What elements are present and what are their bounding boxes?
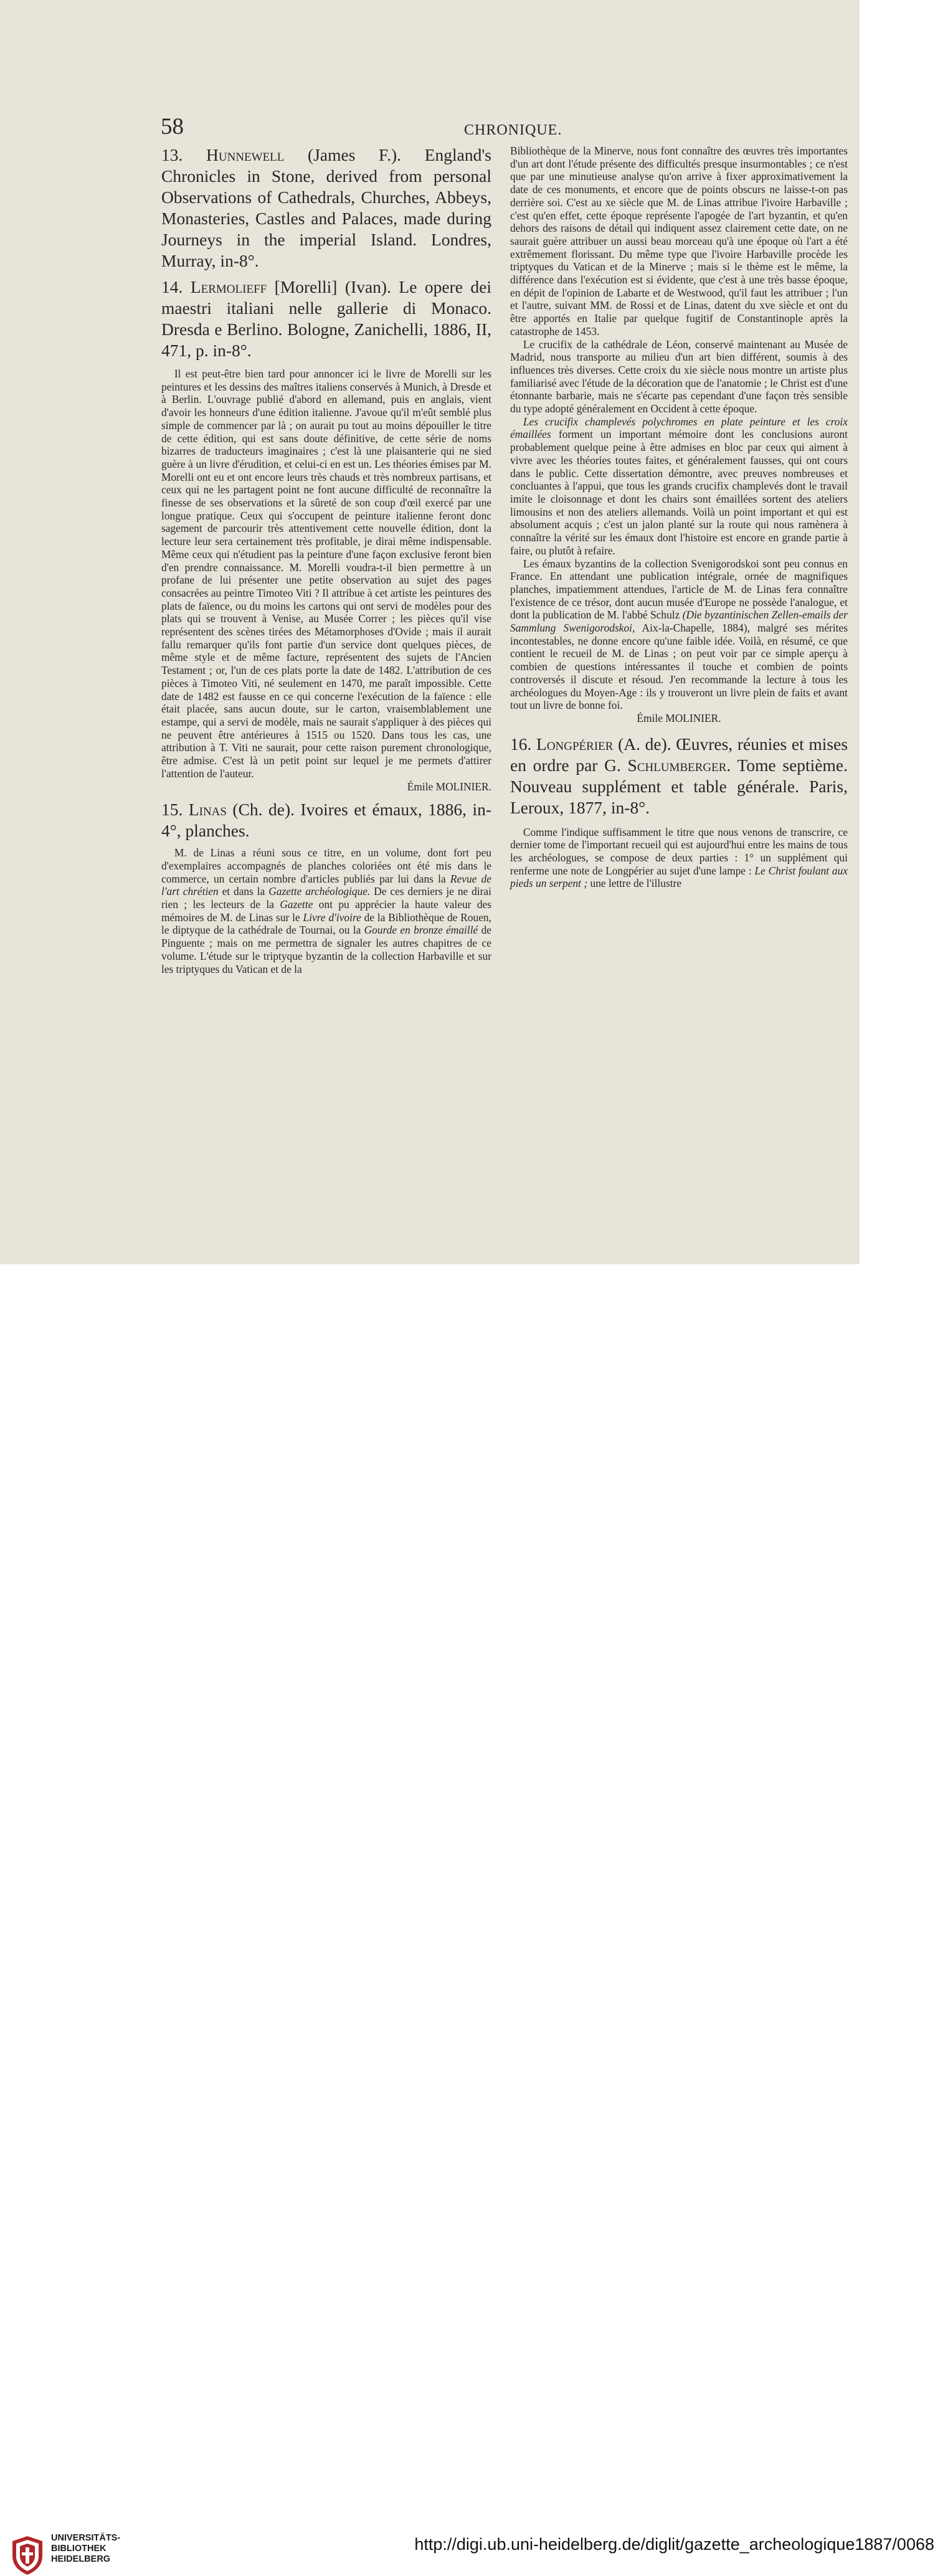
- entry-14-number: 14.: [161, 277, 183, 296]
- entry-13-number: 13.: [161, 145, 183, 164]
- library-name-line: HEIDELBERG: [51, 2554, 111, 2564]
- review-text: et dans la: [222, 885, 265, 898]
- review-italic: Revue de l'art chrétien: [161, 872, 491, 898]
- review-text: Aix-la-Chapelle, 1884), malgré ses mérites incontestables, ne donne encore qu'une faible idée. Voilà, en résumé, ce que contient le recueil de M. de Linas ; on peut voir par ce simple aperçu à combien de questions intéressantes il touche et combien de points controversés il discute et résoud. J'en recommande la lecture à tous les archéologues du Moyen-Age : ils y trouveront un livre plein de faits et avant tout un livre de bonne foi.: [510, 622, 848, 712]
- library-name-line: BIBLIOTHEK: [51, 2544, 107, 2554]
- review-text: forment un important mémoire dont les conclusions auront probablement quelque peine à être admises en bloc par ceux qui aiment à vivre avec les théories toutes faites, et généralement fausses, qui ont cours dans le public. Cette dissertation démontre, avec preuves nombreuses et concluantes à l'appui, que tous les grands crucifix champlevés dont le travail imite le cloisonnage et dont les chairs sont émaillées sortent des ateliers limousins et non des ateliers allemands. Voilà un point important et qui est absolument acquis ; c'est un jalon planté sur la route qui nous ramènera à connaître la vérité sur les émaux dont l'histoire est encore en grande partie à faire, ou plutôt à refaire.: [510, 428, 848, 557]
- review-italic: Gazette: [280, 898, 313, 911]
- entry-14-title: [Morelli] (Ivan). Le opere dei maestri italiani nelle gallerie di Monaco. Dresda e Berlino. Bologne, Zanichelli, 1886, II, 471, p. in-8°.: [161, 277, 491, 360]
- left-column: [161, 144, 491, 975]
- entry-15-review: [161, 846, 491, 975]
- review-text: Les émaux byzantins de la collection Svenigorodskoi sont peu connus en France. En attendant une publication intégrale, ornée de magnifiques planches, impatiemment attendues, l'article de M. de Linas fera connaître l'existence de ce trésor, dont aucun musée d'Europe ne possède l'analogue, et dont la publication de M. l'abbé Schulz: [510, 557, 848, 622]
- paragraph-crucifix: Le crucifix de la cathédrale de Léon, conservé maintenant au Musée de Madrid, nous transporte au milieu d'un art bien différent, soumis à des influences très diverses. Cette croix du xie siècle nous montre un artiste plus familiarisé avec l'étude de la décoration que de l'anatomie ; le Christ est d'une étonnante barbarie, mais ne s'écarte pas cependant d'une façon très sensible du type adopté généralement en Occident à cette époque.: [510, 338, 848, 415]
- entry-15-number: 15.: [161, 800, 183, 820]
- entry-13: [161, 144, 491, 272]
- paragraph-emaux: [510, 557, 848, 712]
- paragraph-croix: [510, 415, 848, 557]
- review-text: une lettre de l'illustre: [590, 877, 682, 890]
- entry-13-author: Hunnewell: [206, 145, 285, 164]
- entry-15-signature: Émile MOLINIER.: [637, 711, 721, 724]
- review-text: ont pu apprécier la haute valeur des mémoires de M. de Linas sur le: [161, 898, 491, 924]
- review-italic: (Die byzantinischen Zellen-emails der Sammlung Swenigorodskoi,: [510, 608, 848, 635]
- review-italic: Livre d'ivoire: [303, 911, 361, 924]
- entry-14-author: Lermolieff: [190, 277, 267, 296]
- entry-16-number: 16.: [510, 734, 532, 754]
- review-text: de la Bibliothèque de Rouen, le diptyque de la cathédrale de Tournai, ou la: [161, 911, 491, 937]
- entry-13-title: (James F.). England's Chronicles in Stone, derived from personal Observations of Cathedrals, Churches, Abbeys, Monasteries, Castles and Palaces, made during Journeys in the imperial Island. Londres, Murray, in-8°.: [161, 145, 491, 270]
- entry-16-editor: Schlumberger.: [627, 755, 731, 775]
- entry-14-signature: Émile MOLINIER.: [407, 780, 491, 793]
- page-number: 58: [161, 114, 184, 140]
- entry-15-author: Linas: [188, 800, 227, 820]
- review-italic: Gazette archéologique.: [268, 885, 371, 898]
- review-text: M. de Linas a réuni sous ce titre, en un volume, dont fort peu d'exemplaires accompagnés de planches coloriées ont été mis dans le commerce, un certain nombre d'articles publiés par lui dans la: [161, 846, 491, 885]
- entry-15: [161, 799, 491, 841]
- review-italic: Gourde en bronze émaillé: [364, 924, 478, 937]
- footer: [0, 1264, 948, 2564]
- source-url-link[interactable]: http://digi.ub.uni-heidelberg.de/diglit/gazette_archeologique1887/0068: [414, 2535, 934, 2554]
- library-name: [51, 2533, 120, 2565]
- right-column: [510, 144, 848, 890]
- entry-16-review: [510, 826, 848, 891]
- entry-16-title: (A. de). Œuvres, réunies et mises en ordre par G.: [510, 734, 848, 775]
- library-name-line: UNIVERSITÄTS-: [51, 2533, 121, 2543]
- review-text: De ces derniers je ne dirai rien ; les lecteurs de la: [161, 885, 491, 911]
- scanned-page: [0, 0, 860, 1264]
- review-text: de Pinguente ; mais on me permettra de signaler les autres chapitres de ce volume. L'étude sur le triptyque byzantin de la collection Harbaville et sur les triptyques du Vatican et de la: [161, 924, 491, 975]
- heidelberg-university-library-logo: [11, 2535, 44, 2576]
- running-title: CHRONIQUE.: [464, 122, 562, 138]
- entry-14-review: Il est peut-être bien tard pour annoncer ici le livre de Morelli sur les peintures et les dessins des maîtres italiens conservés à Munich, à Dresde et à Berlin. L'ouvrage publié d'abord en allemand, puis en anglais, vient d'avoir les honneurs d'une édition italienne. J'avoue qu'il m'eût semblé plus simple de commencer par là ; on aurait pu tout au moins dépouiller le titre de cette édition, qui est sans doute définitive, de cette série de noms bizarres de traducteurs imaginaires ; c'est là une plaisanterie qui ne sied guère à un livre d'érudition, et celui-ci en est un. Les théories émises par M. Morelli ont eu et ont encore leurs très chauds et très nombreux partisans, et ceux qui ne les partagent point ne font aucune difficulté de reconnaître la finesse de ses observations et la sûreté de son coup d'œil exercé par une longue pratique. Ceux qui s'occupent de peinture italienne feront donc sagement de parcourir très attentivement cette nouvelle édition, dont la lecture leur sera certainement très profitable, je dirai même indispensable. Même ceux qui n'étudient pas la peinture d'une façon exclusive feront bien d'en prendre connaissance. M. Morelli voudra-t-il bien permettre à un profane de lui présenter une petite observation au sujet des pages consacrées au peintre Timoteo Viti ? Il attribue à cet artiste les peintures des plats de faïence, ou du moins les cartons qui ont servi de modèles pour des plats qui se trouvent à Venise, au Musée Correr ; les pièces qu'il vise représentent des scènes tirées des Métamorphoses d'Ovide ; mais il aurait fallu remarquer qu'ils font partie d'un service dont quelques pièces, de même style et de même facture, représentent des sujets de l'Ancien Testament ; or, l'un de ces plats porte la date de 1482. L'attribution de ces pièces à Timoteo Viti, né seulement en 1470, me paraît impossible. Cette date de 1482 est fausse en ce qui concerne l'exécution de la faïence : elle était placée, sans aucun doute, sur le carton, vraisemblablement une estampe, qui a servi de modèle, mais ne saurait s'appliquer à des pièces qui ne peuvent être antérieures à 1515 ou 1520. Dans tous les cas, une attribution à T. Viti ne saurait, pour cette raison purement chronologique, être admise. C'est là un petit point sur lequel je me permets d'attirer l'attention de l'auteur.: [161, 367, 491, 780]
- review-italic: Le Christ foulant aux pieds un serpent ;: [510, 864, 848, 890]
- entry-15-title: (Ch. de). Ivoires et émaux, 1886, in-4°, planches.: [161, 800, 492, 841]
- review-italic: Les crucifix champlevés polychromes en plate peinture et les croix émaillées: [510, 415, 848, 441]
- entry-14: [161, 277, 491, 361]
- review-text: Comme l'indique suffisamment le titre que nous venons de transcrire, ce dernier tome de l'important recueil qui est aujourd'hui entre les mains de tous les archéologues, se compose de deux parties : 1° un supplément qui renferme une note de Longpérier au sujet d'une lampe :: [510, 825, 848, 877]
- entry-16-title-tail: Tome septième. Nouveau supplément et table générale. Paris, Leroux, 1877, in-8°.: [510, 755, 848, 817]
- entry-16-author: Longpérier: [536, 734, 614, 754]
- entry-16: [510, 734, 848, 818]
- paragraph-ivoire: Bibliothèque de la Minerve, nous font connaître des œuvres très importantes d'un art dont l'étude présente des difficultés presque insurmontables ; ce n'est que par une minutieuse analyse qu'on arrive à fixer approximativement la date de ces monuments, et encore que de points obscurs ne laisse-t-on pas derrière soi. C'est au xe siècle que M. de Linas attribue l'ivoire Harbaville ; c'est qu'en effet, cette époque représente l'apogée de l'art byzantin, et qu'en dehors des raisons de détail qui indiquent assez clairement cette date, on ne saurait guère attribuer un aussi beau morceau qu'à une époque où l'art a été extrêmement florissant. Du même type que l'ivoire Harbaville procède les triptyques du Vatican et de la Minerve ; mais si le thème est le même, la différence dans l'exécution est si évidente, que c'est à une très basse époque, en dépit de l'opinion de Labarte et de Westwood, qu'il faut les attribuer ; l'un et l'autre, suivant MM. de Rossi et de Linas, datent du xve siècle et ont du être apportés en Italie par quelque fugitif de Constantinople après la catastrophe de 1453.: [510, 144, 848, 338]
